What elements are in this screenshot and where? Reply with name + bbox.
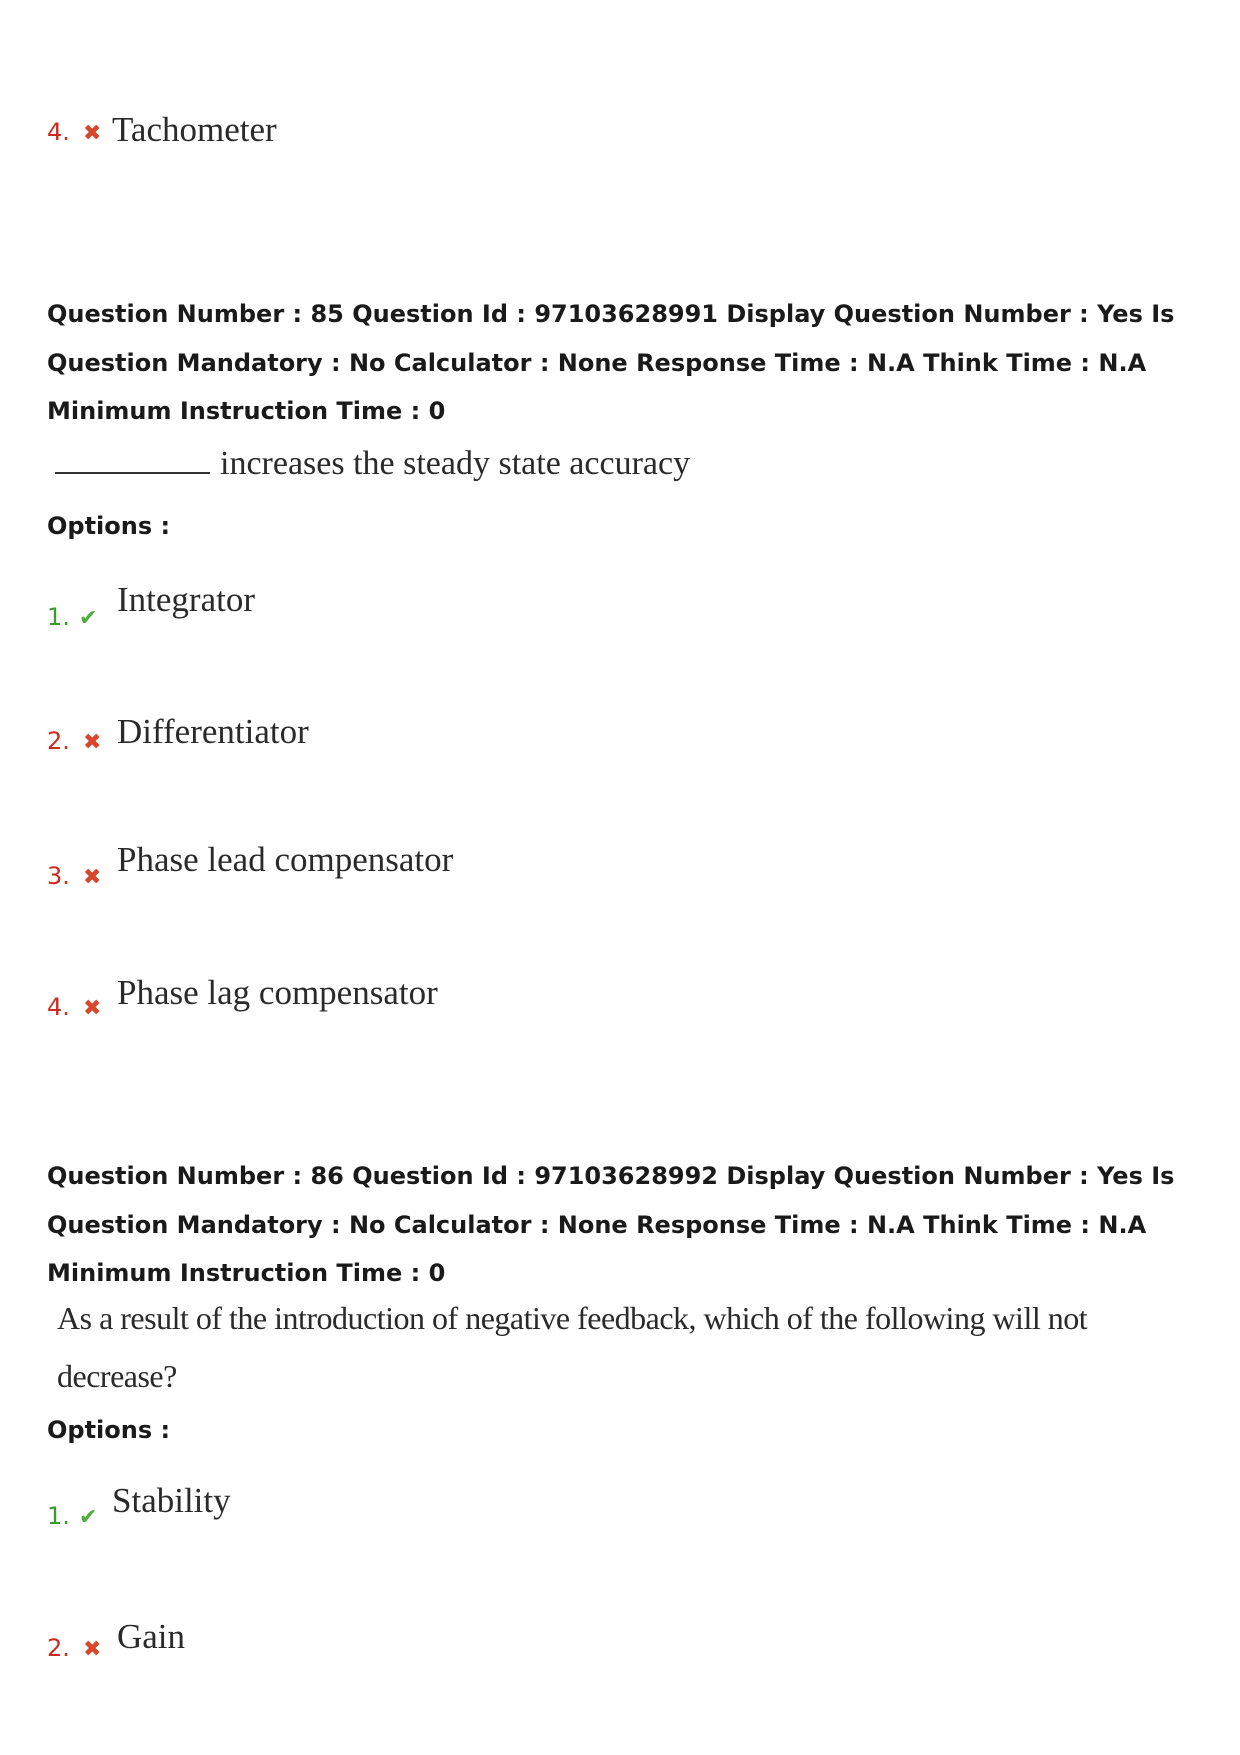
option-text: Tachometer xyxy=(112,110,277,149)
question-86-line-1: As a result of the introduction of negative feedback, which of the following will not xyxy=(57,1300,1088,1336)
option-number: 3. xyxy=(47,862,70,890)
option-number: 1. xyxy=(47,603,70,631)
cross-icon: ✖ xyxy=(83,996,102,1021)
q86-option-2 xyxy=(47,1634,101,1662)
cross-icon: ✖ xyxy=(83,730,102,755)
q85-option-1 xyxy=(47,603,97,631)
cross-icon: ✖ xyxy=(83,1637,102,1662)
check-icon: ✔ xyxy=(79,606,98,631)
option-text: Integrator xyxy=(117,580,255,619)
option-number: 1. xyxy=(47,1502,70,1530)
question-86-line-2: decrease? xyxy=(57,1358,177,1394)
option-text: Stability xyxy=(112,1481,231,1520)
question-86-meta: Question Number : 86 Question Id : 97103628992 Display Question Number : Yes Is Question Mandatory : No Calculator : None Response Time : N.A Think Time : N.A Minimum Instruction Time : 0 xyxy=(47,1162,1175,1287)
question-85-text xyxy=(55,445,690,483)
q85-option-4 xyxy=(47,993,101,1021)
option-4-prev xyxy=(47,118,101,146)
option-number: 2. xyxy=(47,1634,70,1662)
option-number: 4. xyxy=(47,993,70,1021)
answer-blank xyxy=(55,470,210,474)
option-text: Differentiator xyxy=(117,712,309,751)
option-text: Phase lag compensator xyxy=(117,973,438,1012)
q85-option-3 xyxy=(47,862,101,890)
question-85-meta: Question Number : 85 Question Id : 97103628991 Display Question Number : Yes Is Question Mandatory : No Calculator : None Response Time : N.A Think Time : N.A Minimum Instruction Time : 0 xyxy=(47,300,1175,425)
option-number: 2. xyxy=(47,727,70,755)
check-icon: ✔ xyxy=(79,1505,98,1530)
question-85-stem: increases the steady state accuracy xyxy=(220,445,691,482)
option-text: Phase lead compensator xyxy=(117,840,454,879)
option-text: Gain xyxy=(117,1617,186,1656)
options-label: Options : xyxy=(47,512,171,540)
cross-icon: ✖ xyxy=(83,121,102,146)
cross-icon: ✖ xyxy=(83,865,102,890)
q86-option-1 xyxy=(47,1502,97,1530)
options-label: Options : xyxy=(47,1416,171,1444)
q85-option-2 xyxy=(47,727,101,755)
option-number: 4. xyxy=(47,118,70,146)
